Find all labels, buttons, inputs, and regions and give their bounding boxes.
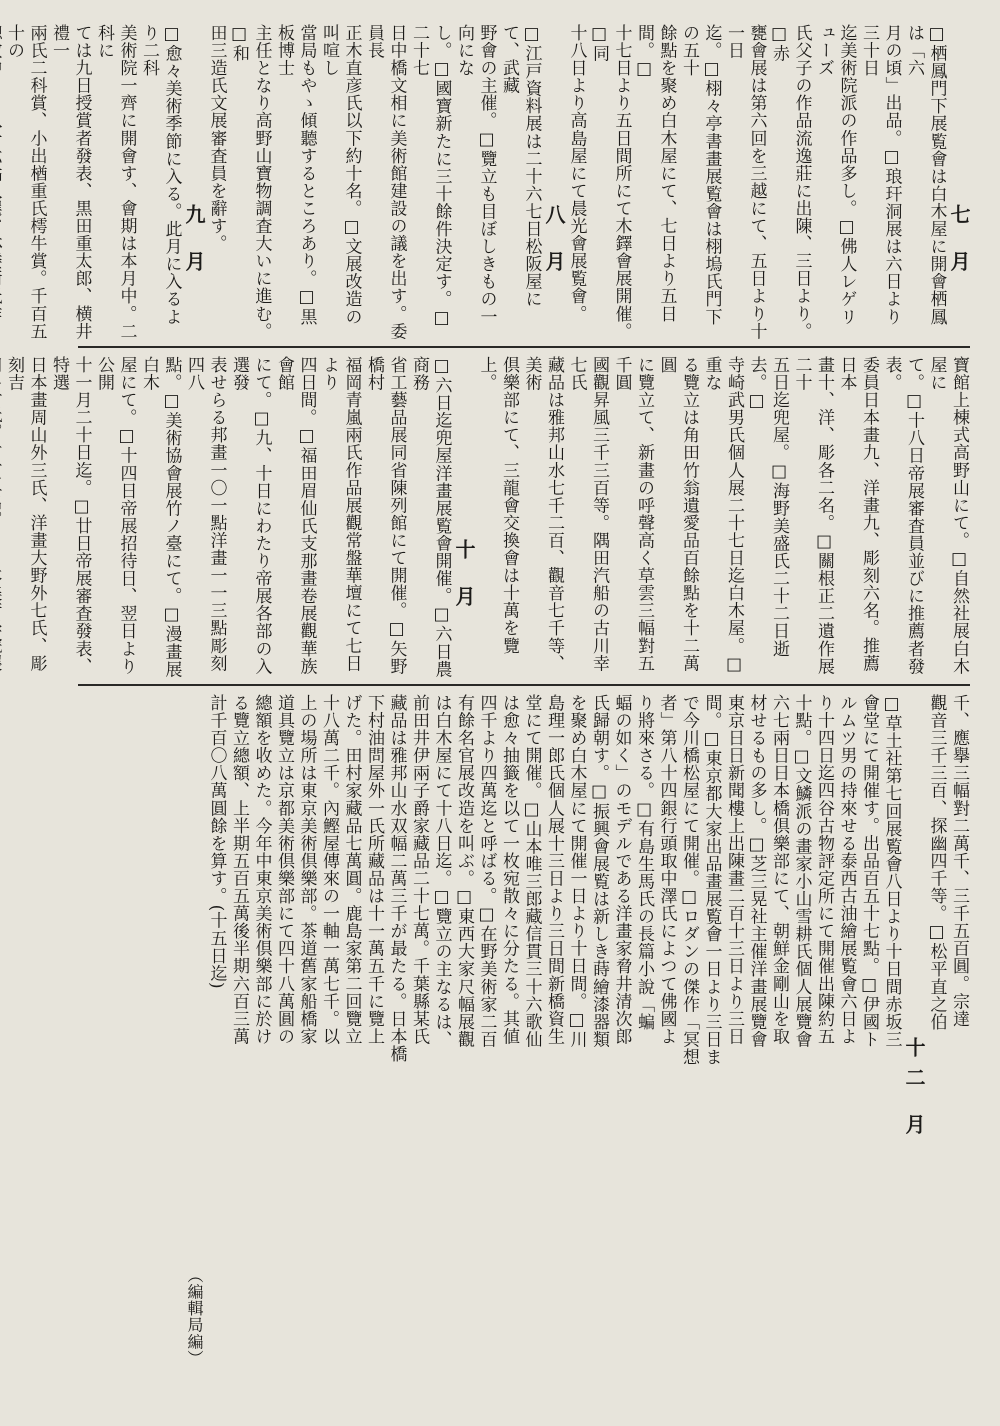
text-column: 主任となり高野山寶物調査大いに進む。□和 [229, 24, 272, 340]
text-column: 者」第八十四銀行頭取中澤氏によつて佛國よ [656, 694, 677, 1045]
text-column: 藏品は雅邦山水双幅二萬三千が最たる。日本橋 [386, 694, 407, 1063]
tier-top [4, 24, 971, 340]
text-column: 甕會展は第六回を三越にて、五日より十一日 [724, 24, 767, 340]
text-column: □愈々美術季節に入る。此月に入るより二科 [139, 24, 182, 326]
text-column: 前田井伊兩子爵家藏品二十七萬。千葉縣某氏 [409, 694, 429, 1045]
text-column: は愈々抽籤を以て一枚宛散々に分たる。其値 [499, 694, 519, 1045]
month-heading-july: 七 月 [947, 203, 971, 281]
month-heading-september: 九 月 [182, 203, 206, 281]
text-column: □江戸資料展は二十六七日松阪屋にて、武藏 [499, 24, 542, 308]
text-column: 材せるもの多し。□芝三晃社主催洋畫展覽會 [746, 694, 767, 1048]
text-column: 六七兩日日本橋倶樂部にて、朝鮮金剛山を取 [769, 694, 789, 1045]
text-column: 正木直彦氏以下約十名。□文展改造の叫喧し [319, 24, 362, 326]
text-column: にて。□九、十日にわたり帝展各部の入選發 [229, 356, 272, 675]
text-column: は白木屋にて十八日迄。□覽立の主なるは、 [431, 694, 452, 1048]
text-column: 氏父子の作品流逸莊に出陳、三日より。□赤 [769, 24, 812, 340]
month-heading-august: 八 月 [542, 203, 566, 281]
text-column: げた。田村家藏品七萬圓。鹿島家第二回覽立 [341, 694, 362, 1045]
text-column: 國觀昇風三千三百等。隅田汽船の古川幸七氏 [566, 356, 609, 672]
text-column: 氏歸朝す。□振興會展覧は新しき蒔繪漆器類 [589, 694, 609, 1048]
text-column: 迄。□栩々亭書畫展覧會は栩塢氏門下の五十 [679, 24, 722, 326]
text-column: 倶樂部にて、三龍會交換會は十萬を覽上。 [476, 356, 519, 655]
text-column: 日中橋文相に美術館建設の議を出す。委員長 [364, 24, 407, 340]
text-column: □栖鳳門下展覧會は白木屋に開會栖鳳は「六 [904, 24, 947, 326]
text-column: 四千より四萬迄と呼ばる。□在野美術家二百 [476, 694, 497, 1048]
text-column: 總額を收めた。今年中東京美術倶樂部に於け [251, 694, 272, 1045]
tier-middle [4, 356, 970, 678]
text-column: 有餘名官展改造を叫ぶ。□東西大家尺幅展觀 [454, 694, 474, 1048]
text-column: 千、應擧三幅對二萬千、三千五百圓。宗達 [949, 694, 969, 1028]
tier-divider [78, 684, 970, 686]
text-column: 蝠の如く」のモデルである洋畫家脅井清次郎 [611, 694, 632, 1045]
text-column: る覽立總額、上半期五百五萬後半期六百三萬 [229, 694, 249, 1045]
text-column: 迄美術院派の作品多し。□佛人レゲリューズ [814, 24, 857, 326]
text-column: で今川橋松屋にて開催。□ロダンの傑作「冥想 [679, 694, 699, 1066]
text-column: 福岡青嵐兩氏作品展觀常盤華壇にて七日より [319, 356, 362, 672]
text-column: 計千百〇八萬圓餘を算す。(十五日迄) [206, 694, 227, 990]
text-column: 兩氏二科賞、小出楢重氏樗牛賞。千百五十の [4, 24, 47, 340]
text-column: る覽立は角田竹翁遺愛品百餘點を十二萬圓 [656, 356, 699, 672]
text-column: 當局もやゝ傾聽するところあり。□黒板博士 [274, 24, 317, 326]
text-column: に覽立て、新畫の呼聲高く草雲三幅對五千圓 [611, 356, 654, 672]
tier-bottom [62, 694, 970, 1366]
text-column: 田三造氏文展審査員を辭す。 [206, 24, 227, 253]
text-column: 十七日より五日間所にて木鐸會展開催。□同 [589, 24, 632, 340]
text-column: 會堂にて開催す。出品百五十七點。□伊國ト [859, 694, 879, 1048]
text-column: を聚め白木屋にて開催一日より十日間。□川 [566, 694, 587, 1048]
month-heading-december: 十二 月 [902, 1036, 926, 1144]
text-column: ルムツ男の持來せる泰西古油繪展覧會六日よ [836, 694, 857, 1045]
text-column: 間。□東京都大家出品畫展覧會一日より三日ま [701, 694, 722, 1066]
text-column: 野會の主催。□覽立も目ぼしきもの一向にな [454, 24, 497, 326]
text-column: 觀音三千三百、探幽四千等。□松平直之伯 [926, 694, 947, 1031]
text-column: 十八萬二千。內鰹屋傳來の一軸一萬七千。以 [319, 694, 339, 1045]
text-column: 屋にて。□十四日帝展招待日、翌日より公開 [94, 356, 137, 675]
text-column: □六日迄兜屋洋畫展覧會開催。□六日農商務 [409, 356, 452, 678]
text-column: 寶館上棟式高野山にて。□自然社展白木屋に [926, 356, 969, 675]
text-column: 十一月二十日迄。□廿日帝展審査發表、特選 [49, 356, 92, 675]
text-column: 下村油問屋外一氏所藏品は十一萬五千に覽上 [364, 694, 384, 1045]
text-column: 寺崎武男氏個人展二十七日迄白木屋。□重な [701, 356, 744, 675]
text-column: 四日間。□福田眉仙氏支那畫卷展觀華族會館 [274, 356, 317, 675]
text-column: 畫十、洋、彫各二名。□關根正二遺作展二十 [791, 356, 834, 675]
text-column: 藏品は雅邦山水七千二百、觀音七千等、美術 [521, 356, 564, 672]
editor-signature: （編輯局編） [185, 1266, 204, 1366]
text-column: □草土社第七回展覧會八日より十日間赤坂三 [881, 694, 902, 1048]
text-column: 十點。□文鱗派の畫家小山雪耕氏個人展覽會 [791, 694, 812, 1048]
tier-divider [78, 346, 970, 348]
text-column: て。□十八日帝展審査員並びに推薦者發表。 [881, 356, 924, 675]
text-column: 點。□美術協會展竹ノ臺にて。□漫畫展白木 [139, 356, 182, 678]
text-column: 上の場所は東京美術倶樂部。茶道舊家船橋家 [296, 694, 317, 1045]
text-column: 省工藝品展同省陳列館にて開催。□矢野橋村 [364, 356, 407, 675]
text-column: 道具覽立は京都美術倶樂部にて四十八萬圓の [274, 694, 294, 1045]
text-column: 日本畫周山外三氏、洋畫大野外七氏、彫刻吉 [4, 356, 47, 672]
text-column: 表せらる邦畫一〇一點洋畫一一三點彫刻四八 [184, 356, 227, 672]
text-column: 五日迄兜屋。□海野美盛氏二十二日逝去。□ [746, 356, 789, 658]
text-column: 餘點を聚め白木屋にて、七日より五日間。□ [634, 24, 677, 323]
text-column: し。□國寶新たに三十餘件決定す。□二十七 [409, 24, 452, 329]
text-column: り將來さる。□有島生馬氏の長篇小說「蝙 [634, 694, 654, 1031]
text-column: 島理一郎氏個人展十三日より三日間新橋資生 [544, 694, 564, 1045]
text-column: 委員日本畫九、洋畫九、彫刻六名。推薦日本 [836, 356, 879, 672]
december-block [183, 694, 971, 1366]
text-column: 月の頃」出品。□琅玕洞展は六日より三十日 [859, 24, 902, 326]
text-column: ては九日授賞者發表、黒田重太郎、横井禮一 [49, 24, 92, 340]
text-column: り十四日迄四谷古物評定所にて開催出陳約五 [814, 694, 834, 1045]
text-column: 美術院一齊に開會す、會期は本月中。二科に [94, 24, 137, 340]
text-column: 堂にて開催。□山本唯三郎藏信貫三十六歌仙 [521, 694, 542, 1048]
month-heading-october: 十 月 [452, 538, 476, 616]
text-column: 十八日より高島屋にて晨光會展覧會。 [566, 24, 587, 323]
text-column: 東京日日新聞樓上出陳畫二百十三日より三日 [724, 694, 744, 1045]
